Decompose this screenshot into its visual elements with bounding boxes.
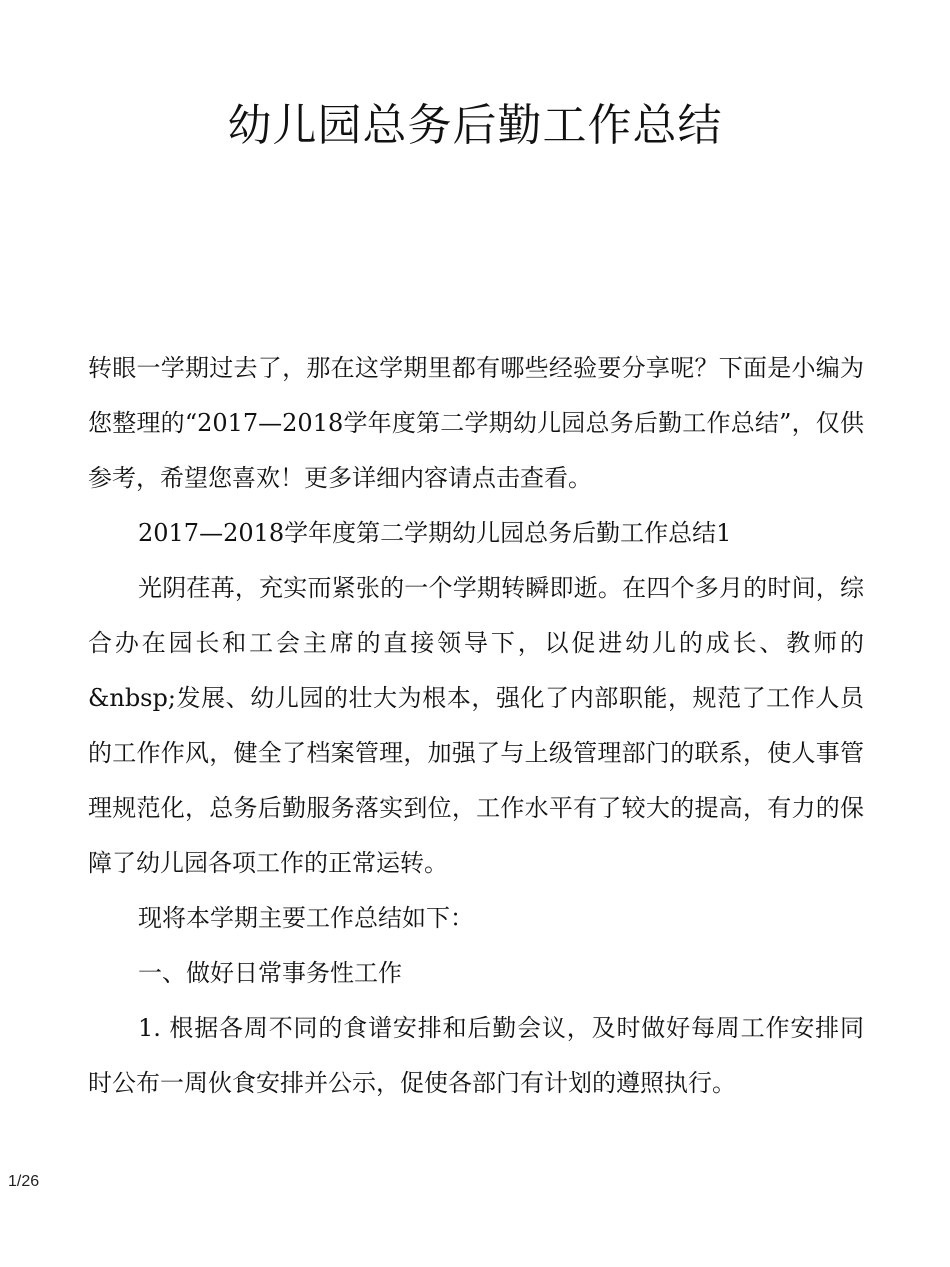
list-item: 1. 根据各周不同的食谱安排和后勤会议，及时做好每周工作安排同时公布一周伙食安排并公示，促使各部门有计划的遵照执行。: [88, 1014, 864, 1097]
intro-paragraph: 转眼一学期过去了，那在这学期里都有哪些经验要分享呢？下面是小编为您整理的“2017—2018学年度第二学期幼儿园总务后勤工作总结”，仅供参考，希望您喜欢！更多详细内容请点击查看。: [88, 354, 864, 492]
subsection-heading: 一、做好日常事务性工作: [138, 959, 402, 987]
page-number: 1/26: [8, 1173, 40, 1190]
document-title: 幼儿园总务后勤工作总结: [227, 100, 723, 151]
body-paragraph: 现将本学期主要工作总结如下：: [138, 904, 474, 932]
section-heading: 2017—2018学年度第二学期幼儿园总务后勤工作总结1: [138, 519, 732, 547]
document-body: [88, 341, 864, 1111]
body-paragraph: 光阴荏苒，充实而紧张的一个学期转瞬即逝。在四个多月的时间，综合办在园长和工会主席的直接领导下，以促进幼儿的成长、教师的&nbsp;发展、幼儿园的壮大为根本，强化了内部职能，规范了工作人员的工作作风，健全了档案管理，加强了与上级管理部门的联系，使人事管理规范化，总务后勤服务落实到位，工作水平有了较大的提高，有力的保障了幼儿园各项工作的正常运转。: [88, 574, 864, 877]
